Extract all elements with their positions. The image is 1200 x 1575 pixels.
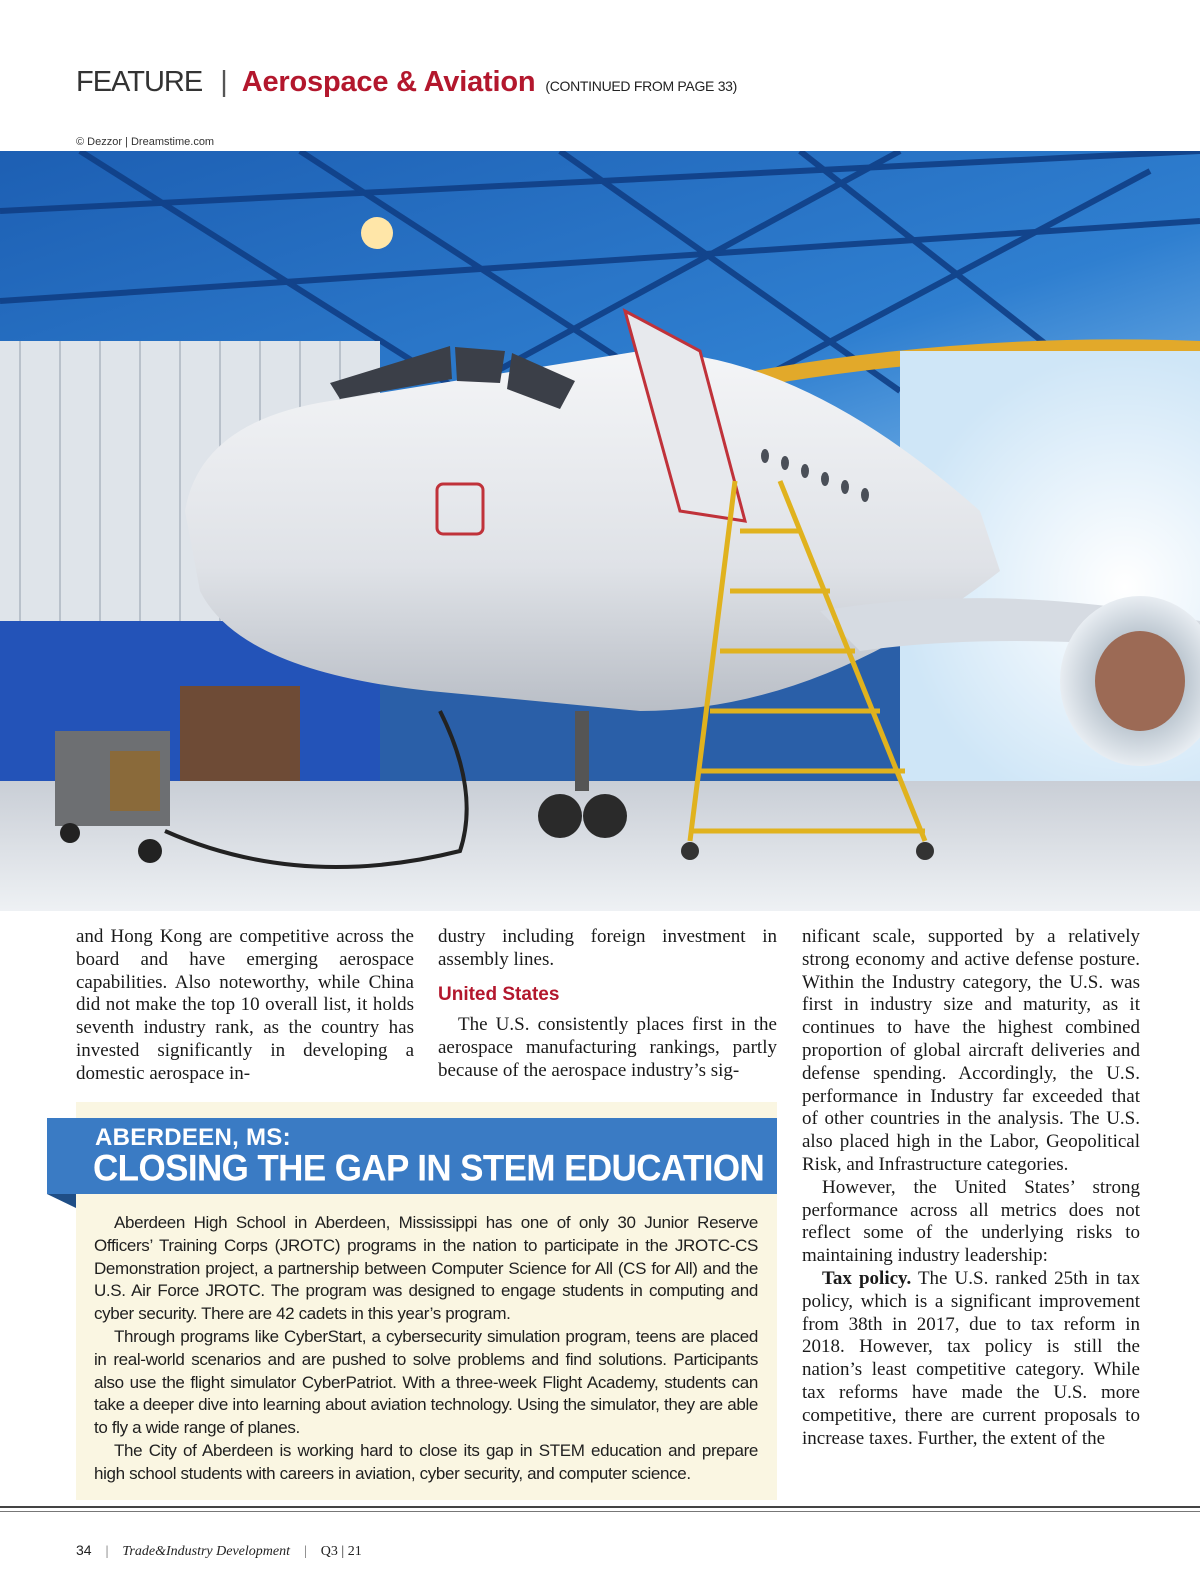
photo-credit: © Dezzor | Dreamstime.com bbox=[76, 136, 215, 148]
sidebar-paragraph: The City of Aberdeen is working hard to close its gap in STEM education and prepare high school students with careers in aviation, cyber security, and computer science. bbox=[94, 1440, 758, 1483]
section-subhead: United States bbox=[438, 983, 560, 1005]
continued-note: (CONTINUED FROM PAGE 33) bbox=[545, 78, 738, 94]
run-in-text: The U.S. ranked 25th in tax policy, which is a significant improvement from 38th in 2017, due to tax reform in 2018. However, tax policy is still the nation’s least competitive category. While tax reforms have made the U.S. more competitive, there are current proposals to increase taxes. Further, the extent of the bbox=[802, 1267, 1140, 1449]
issue-label: Q3 | 21 bbox=[320, 1544, 362, 1559]
article-paragraph bbox=[802, 1268, 1140, 1450]
header-separator: | bbox=[220, 66, 228, 98]
footer-rule-thin bbox=[0, 1511, 1200, 1512]
sidebar-title: CLOSING THE GAP IN STEM EDUCATION bbox=[93, 1148, 765, 1189]
article-paragraph: and Hong Kong are competitive across the board and have emerging aerospace capabilities. Also noteworthy, while China did not make the top 10 overall list, it holds seventh industry rank, as the country has invested significantly in developing a domestic aerospace in- bbox=[76, 926, 414, 1084]
footer-rule bbox=[0, 1506, 1200, 1508]
footer-separator: | bbox=[105, 1544, 109, 1559]
article-paragraph: The U.S. consistently places first in the aerospace manufacturing rankings, partly because of the aerospace industry’s sig- bbox=[438, 1014, 777, 1081]
page-header bbox=[76, 66, 737, 110]
sidebar-body bbox=[94, 1212, 758, 1486]
banner-fold bbox=[47, 1194, 76, 1208]
sidebar-paragraph: Through programs like CyberStart, a cybersecurity simulation program, teens are placed in real-world scenarios and are pushed to solve problems and find solutions. Participants also use the flight simulator CyberPatriot. With a three-week Flight Academy, students can take a deeper dive into learning about aviation technology. Using the simulator, they are able to fly a wide range of planes. bbox=[94, 1326, 758, 1438]
article-paragraph: However, the United States’ strong performance across all metrics does not reflect some of the underlying risks to maintaining industry leadership: bbox=[802, 1176, 1140, 1267]
hero-photo bbox=[0, 151, 1200, 911]
page-footer bbox=[76, 1542, 362, 1560]
article-column-2 bbox=[438, 926, 777, 1083]
publication-name: Trade&Industry Development bbox=[122, 1544, 290, 1559]
sidebar-kicker: ABERDEEN, MS: bbox=[95, 1124, 291, 1151]
sidebar-paragraph: Aberdeen High School in Aberdeen, Mississippi has one of only 30 Junior Reserve Officers’ Training Corps (JROTC) programs in the nation to participate in the JROTC-CS Demonstration project, a partnership between Computer Science for All (CS for All) and the U.S. Air Force JROTC. The program was designed to engage students in computing and cyber security. There are 42 cadets in this year’s program. bbox=[94, 1213, 758, 1324]
section-label: FEATURE bbox=[76, 66, 203, 98]
page-number: 34 bbox=[76, 1542, 92, 1558]
article-paragraph: dustry including foreign investment in assembly lines. bbox=[438, 926, 777, 970]
topic-title: Aerospace & Aviation bbox=[241, 66, 536, 98]
article-column-1 bbox=[76, 926, 414, 1086]
airplane-hangar-illustration bbox=[0, 151, 1200, 911]
article-column-3 bbox=[802, 926, 1140, 1450]
run-in-heading: Tax policy. bbox=[822, 1267, 912, 1289]
article-paragraph: nificant scale, supported by a relatively strong economy and active defense posture. Within the Industry category, the U.S. was first in industry size and maturity, as it continues to have the highest combined proportion of global aircraft deliveries and defense spending. Accordingly, the U.S. performance in Industry far exceeded that of other countries in the analysis. The U.S. also placed high in the Labor, Geopolitical Risk, and Infrastructure categories. bbox=[802, 926, 1140, 1175]
footer-separator: | bbox=[303, 1544, 307, 1559]
